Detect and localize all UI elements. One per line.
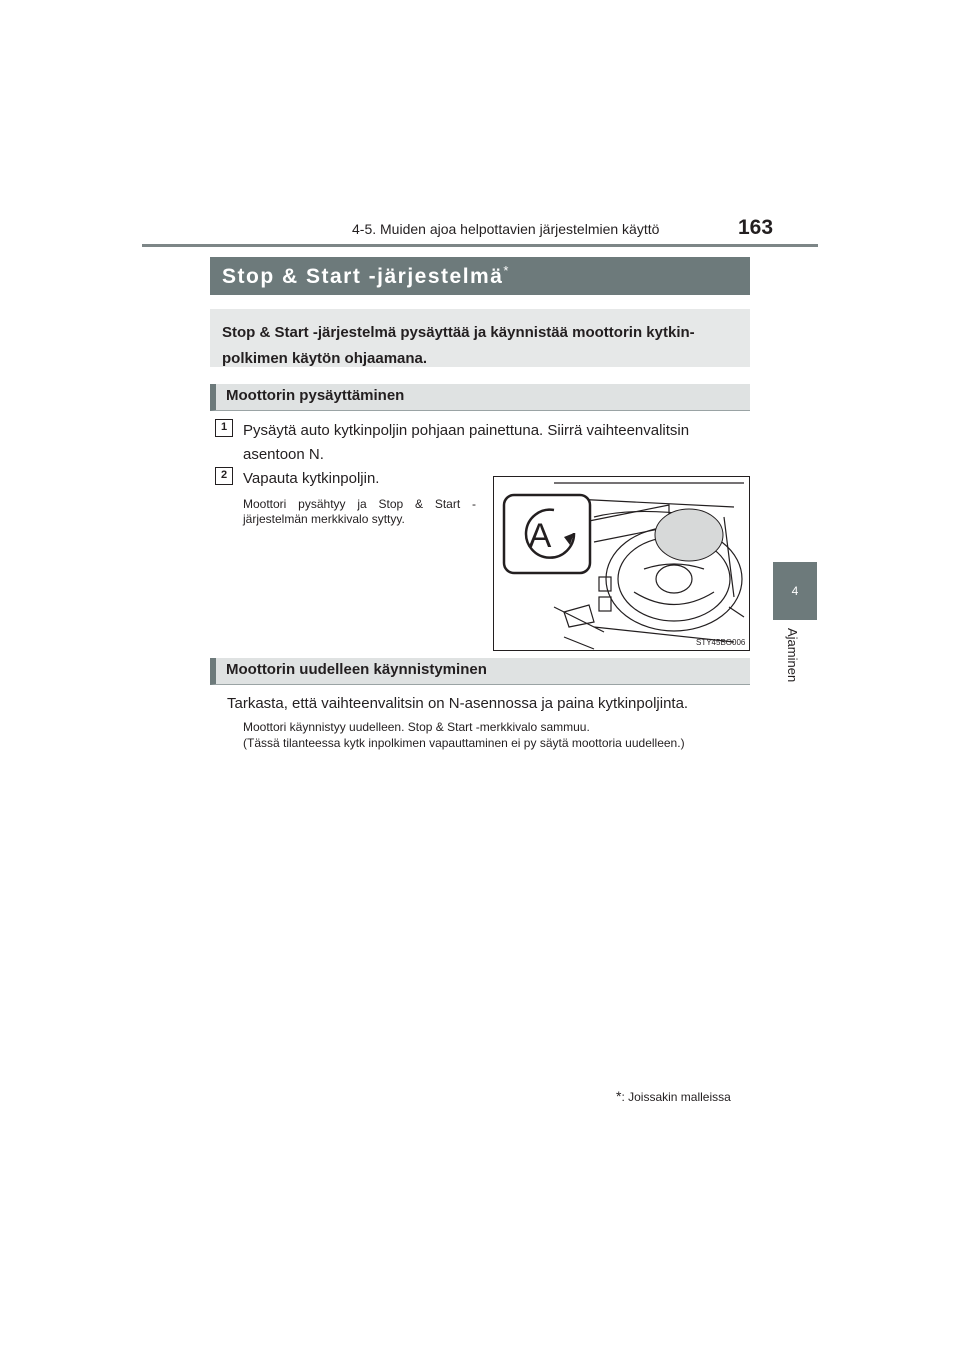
footnote xyxy=(616,1088,731,1104)
page-number: 163 xyxy=(738,216,774,239)
chapter-tab xyxy=(773,562,817,620)
restart-note-1: Moottori käynnistyy uudelleen. Stop & Start -merkkivalo sammuu. xyxy=(243,720,590,734)
header-rule xyxy=(142,244,818,247)
step-number-1: 1 xyxy=(215,419,233,437)
intro-box xyxy=(210,309,750,367)
chapter-label: Ajaminen xyxy=(785,628,800,683)
figure-code: STY45BO006 xyxy=(696,638,746,647)
restart-note-2: (Tässä tilanteessa kytk inpolkimen vapauttaminen ei py säytä moottoria uudelleen.) xyxy=(243,736,685,750)
footnote-text: : Joissakin malleissa xyxy=(621,1090,731,1104)
step-2-note: Moottori pysähtyy ja Stop & Start -järjestelmän merkkivalo syttyy. xyxy=(243,497,476,526)
title-text: Stop & Start -järjestelmä xyxy=(222,265,504,288)
subheading-restarting: Moottorin uudelleen käynnistyminen xyxy=(210,658,750,685)
step-2-text: Vapauta kytkinpoljin. xyxy=(243,470,380,487)
step-number-2: 2 xyxy=(215,467,233,485)
steering-wheel-figure xyxy=(493,476,750,651)
section-title xyxy=(210,257,750,295)
subheading-stopping: Moottorin pysäyttäminen xyxy=(210,384,750,411)
dashboard-illustration xyxy=(494,477,749,650)
title-asterisk: * xyxy=(503,263,510,278)
intro-text: Stop & Start -järjestelmä pysäyttää ja käynnistää moottorin kytkin-polkimen käytön ohjaamana. xyxy=(222,324,695,367)
callout-letter: A xyxy=(528,517,552,555)
running-header: 4-5. Muiden ajoa helpottavien järjestelmien käyttö xyxy=(352,221,660,237)
chapter-number: 4 xyxy=(791,584,799,598)
step-1-text: Pysäytä auto kytkinpoljin pohjaan painettuna. Siirrä vaihteenvalitsin asentoon N. xyxy=(243,422,690,463)
restart-instruction: Tarkasta, että vaihteenvalitsin on N-asennossa ja paina kytkinpoljinta. xyxy=(227,695,689,712)
footnote-asterisk: * xyxy=(616,1088,622,1104)
